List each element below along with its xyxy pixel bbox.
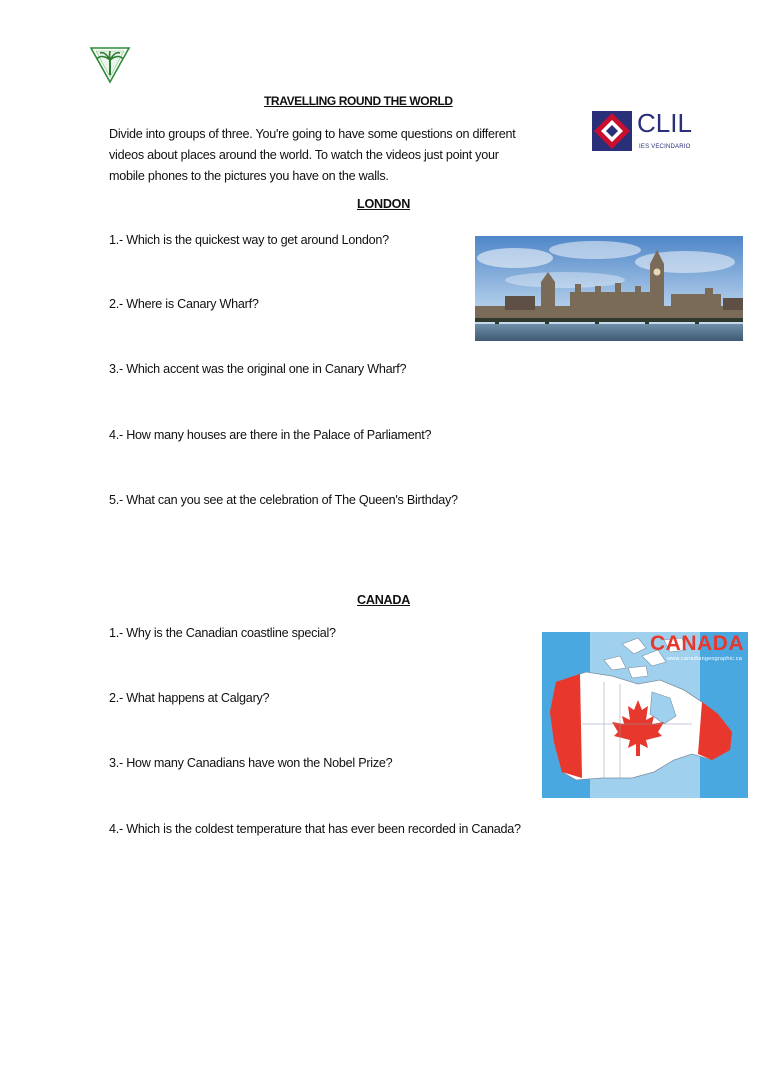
- document-title: TRAVELLING ROUND THE WORLD: [264, 94, 453, 108]
- london-question-5: 5.- What can you see at the celebration of The Queen's Birthday?: [109, 493, 458, 507]
- parliament-skyline-icon: [475, 236, 743, 341]
- london-heading: LONDON: [357, 197, 411, 211]
- canada-question-1: 1.- Why is the Canadian coastline special?: [109, 626, 336, 640]
- palm-tree-logo-icon: [88, 44, 132, 84]
- canada-question-3: 3.- How many Canadians have won the Nobel Prize?: [109, 756, 393, 770]
- intro-line: videos about places around the world. To watch the videos just point your: [109, 148, 499, 162]
- canada-heading: CANADA: [357, 593, 411, 607]
- clil-logo: [591, 108, 701, 156]
- canada-question-4: 4.- Which is the coldest temperature that has ever been recorded in Canada?: [109, 822, 521, 836]
- clil-logo-text: CLIL: [637, 108, 692, 138]
- clil-diamond-icon: [591, 110, 633, 152]
- canada-image-url: www.canadiangeographic.ca: [666, 656, 742, 662]
- intro-paragraph: [109, 124, 569, 187]
- school-logo: [88, 44, 132, 84]
- london-question-4: 4.- How many houses are there in the Palace of Parliament?: [109, 428, 432, 442]
- canada-map-image: [542, 632, 748, 798]
- london-question-1: 1.- Which is the quickest way to get around London?: [109, 233, 389, 247]
- canada-question-2: 2.- What happens at Calgary?: [109, 691, 270, 705]
- canada-image-title: CANADA: [650, 632, 744, 655]
- london-question-3: 3.- Which accent was the original one in Canary Wharf?: [109, 362, 407, 376]
- intro-line: mobile phones to the pictures you have on the walls.: [109, 169, 389, 183]
- clil-logo-subtext: IES VECINDARIO: [639, 144, 691, 150]
- intro-line: Divide into groups of three. You're going to have some questions on different: [109, 127, 516, 141]
- london-question-2: 2.- Where is Canary Wharf?: [109, 297, 259, 311]
- london-parliament-image: [475, 236, 743, 341]
